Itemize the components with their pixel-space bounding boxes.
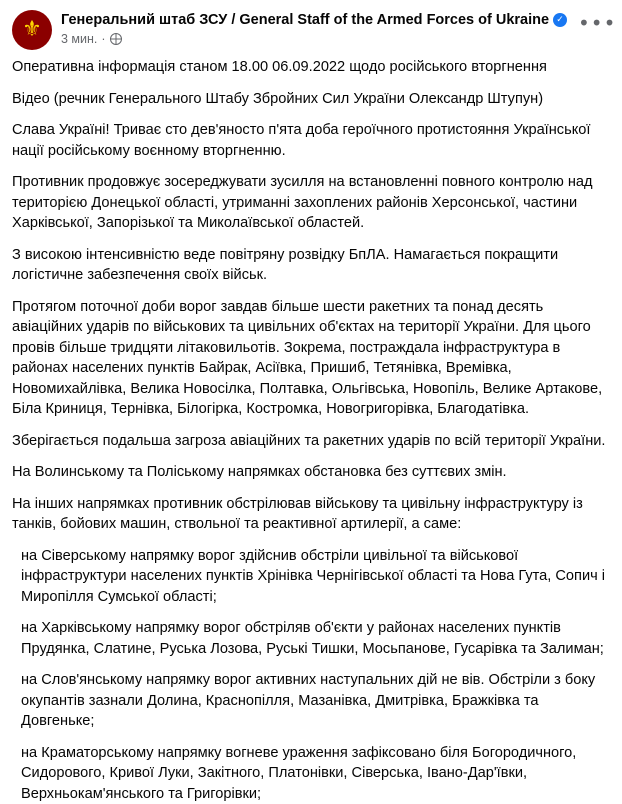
post-header xyxy=(12,10,610,50)
more-options-button[interactable]: ••• xyxy=(578,10,610,42)
post-paragraph: Оперативна інформація станом 18.00 06.09.2022 щодо російського вторгнення xyxy=(12,57,610,78)
post-paragraph: На інших напрямках противник обстрілював військову та цивільну інфраструктуру із танків, бойових машин, ствольної та реактивної артилерії, а саме: xyxy=(12,494,610,535)
post-bullet: на Краматорському напрямку вогневе ураження зафіксовано біля Богородичного, Сидорового, Кривої Луки, Закітного, Платонівки, Сіверська, Івано-Дар'ївки, Верхньокам'янського та Григорівки; xyxy=(12,743,610,804)
post-author-block xyxy=(61,10,572,46)
post-bullet: на Слов'янському напрямку ворог активних наступальних дій не вів. Обстріли з боку окупантів зазнали Долина, Краснопілля, Мазанівка, Дмитрівка, Бражківка та Довгеньке; xyxy=(12,670,610,732)
post-paragraph: Відео (речник Генерального Штабу Збройних Сил України Олександр Штупун) xyxy=(12,89,610,110)
post-paragraph: Противник продовжує зосереджувати зусилля на встановленні повного контролю над територією Донецької області, утриманні захоплених районів Херсонської, частини Харківської, Запорізької та Миколаївської областей. xyxy=(12,172,610,234)
post-paragraph: Слава Україні! Триває сто дев'яносто п'ята доба героїчного протистояння Української нації російському воєнному вторгненню. xyxy=(12,120,610,161)
meta-separator: · xyxy=(101,32,105,46)
post-paragraph: Протягом поточної доби ворог завдав більше шести ракетних та понад десять авіаційних ударів по військових та цивільних об'єктах на території України. Для цього провів більше тридцяти літаковильотів. Зокрема, постраждала інфраструктура в районах населених пунктів Байрак, Асіївка, Пришиб, Тетянівка, Времівка, Новомихайлівка, Велика Новосілка, Полтавка, Ольгівська, Новопіль, Велике Артакове, Біла Криниця, Тернівка, Білогірка, Костромка, Новогригорівка, Благодатівка. xyxy=(12,297,610,420)
avatar[interactable] xyxy=(12,10,52,50)
author-name-row xyxy=(61,11,572,29)
globe-icon[interactable] xyxy=(110,33,122,45)
post-bullet: на Сіверському напрямку ворог здійснив обстріли цивільної та військової інфраструктури населених пунктів Хрінівка Чернігівської області та Нова Гута, Сопич і Миропілля Сумської області; xyxy=(12,546,610,608)
post-meta xyxy=(61,32,572,46)
verified-badge-icon: ✓ xyxy=(553,13,567,27)
post-paragraph: Зберігається подальша загроза авіаційних та ракетних ударів по всій території України. xyxy=(12,431,610,452)
post-body xyxy=(12,56,610,804)
trident-icon: ⚜ xyxy=(12,10,52,50)
post-timestamp[interactable]: 3 мин. xyxy=(61,32,97,46)
post-paragraph: З високою інтенсивністю веде повітряну розвідку БпЛА. Намагається покращити логістичне забезпечення своїх військ. xyxy=(12,245,610,286)
post-paragraph: На Волинському та Поліському напрямках обстановка без суттєвих змін. xyxy=(12,462,610,483)
post-bullet: на Харківському напрямку ворог обстріляв об'єкти у районах населених пунктів Прудянка, Слатине, Руська Лозова, Руські Тишки, Мосьпанове, Гусарівка та Залиман; xyxy=(12,618,610,659)
page-name[interactable]: Генеральний штаб ЗСУ / General Staff of the Armed Forces of Ukraine xyxy=(61,11,549,29)
